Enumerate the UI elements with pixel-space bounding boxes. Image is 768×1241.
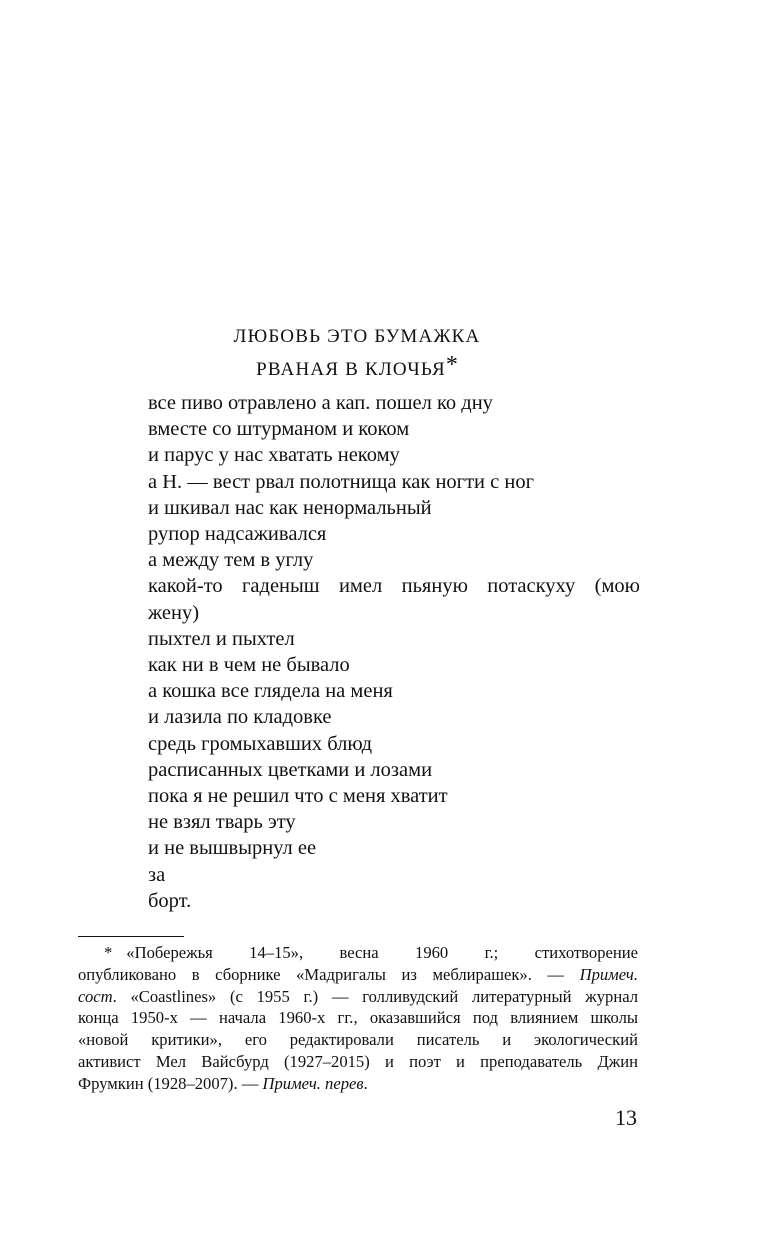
poem-line: пока я не решил что с меня хватит [148,785,448,808]
poem-line: а кошка все глядела на меня [148,680,393,703]
poem-line: а Н. — вест рвал полотнища как ногти с ног [148,470,534,493]
footnote-line: «новой критики», его редактировали писатель и экологический [78,1030,638,1050]
poem-line: какой-то гаденыш имел пьяную потаскуху (мою [148,575,640,598]
footnote [78,942,638,1095]
poem-line: и парус у нас хватать некому [148,444,400,467]
footnote-line: конца 1950-х — начала 1960-х гг., оказавшийся под влиянием школы [78,1008,638,1028]
poem-line: расписанных цветками и лозами [148,758,433,781]
poem-line: вместе со штурманом и коком [148,418,410,441]
poem-line: за [148,863,166,886]
poem-line: все пиво отравлено а кап. пошел ко дну [148,392,493,414]
poem-line: средь громыхавших блюд [148,732,373,755]
poem-line: а между тем в углу [148,549,314,572]
footnote-reference-mark: * [445,352,458,378]
poem-line: и не вышвырнул ее [148,837,317,860]
poem-line: не взял тварь эту [148,811,296,834]
poem-line: и лазила по кладовке [148,706,332,729]
footnote-line: * «Побережья 14–15», весна 1960 г.; стихотворение [104,943,638,962]
footnote-line: сост. «Coastlines» (с 1955 г.) — голливудский литературный журнал [78,986,638,1006]
poem-line: жену) [148,601,200,624]
poem-line: и шкивал нас как ненормальный [148,496,432,519]
poem-body [148,390,640,914]
footnote-divider [78,936,184,937]
footnote-line: опубликовано в сборнике «Мадригалы из меблирашек». — Примеч. [78,964,638,984]
footnote-mark: * [104,943,113,962]
poem-title-line-2: РВАНАЯ В КЛОЧЬЯ* [256,352,458,380]
poem-line: пыхтел и пыхтел [148,627,295,650]
footnote-line: активист Мел Вайсбурд (1927–2015) и поэт и преподаватель Джин [78,1051,638,1071]
footnote-line: Фрумкин (1928–2007). — Примеч. перев. [78,1073,368,1093]
poem-line: рупор надсаживался [148,523,327,546]
poem-line: борт. [148,889,192,912]
poem-line: как ни в чем не бывало [148,654,350,677]
poem-title-line-1: ЛЮБОВЬ ЭТО БУМАЖКА [233,326,481,347]
page-number: 13 [615,1105,637,1130]
